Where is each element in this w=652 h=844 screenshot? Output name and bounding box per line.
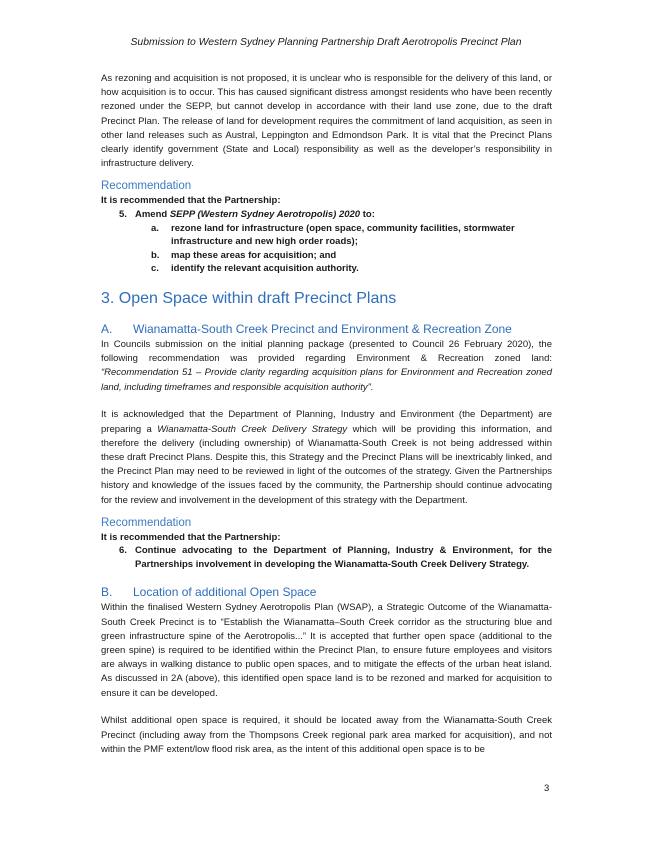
recommendation-item-6: 6. Continue advocating to the Department of Planning, Industry & Environment, for the Partnerships involvement in developing the Wianamatta-South Creek Delivery Strategy. <box>119 545 552 571</box>
recommendation-item-5 <box>119 208 552 222</box>
recommendation-block-2 <box>101 516 552 573</box>
recommendation-intro: It is recommended that the Partnership: <box>101 195 281 207</box>
section-b-heading: B. Location of additional Open Space <box>101 585 317 600</box>
sub-item: c. identify the relevant acquisition authority. <box>151 263 359 275</box>
section-b-paragraph-1: Within the finalised Western Sydney Aerotropolis Plan (WSAP), a Strategic Outcome of the Wianamatta-South Creek Precinct is to “Establish the Wianamatta–South Creek corridor as the structuring blue and green infrastructure spine of the Aerotropolis...” It is accepted that further open space (additional to the green spine) is required to be identified within the Precinct Plan, to ensure future employees and visitors are always in walking distance to public open spaces, and to mitigate the effects of the urban heat island. As discussed in 2A (above), this identified open space land is to be rezoned and marked for acquisition to ensure it can be developed. <box>101 602 552 699</box>
recommendation-block-1 <box>101 179 552 276</box>
section-3-heading: 3. Open Space within draft Precinct Plans <box>101 289 397 307</box>
sub-item: a. rezone land for infrastructure (open space, community facilities, stormwater infrastructure and new high order roads); <box>151 222 515 248</box>
intro-paragraph: As rezoning and acquisition is not proposed, it is unclear who is responsible for the delivery of this land, or how acquisition is to occur. This has caused significant distress amongst residents who have been recently rezoned under the SEPP, but cannot develop in accordance with their land use zone, due to the draft Precinct Plan. The release of land for development requires the commitment of land acquisition, as seen in other land releases such as Austral, Leppington and Edmondson Park. It is vital that the Precinct Plans clearly identify government (State and Local) responsibility as well as the developer’s responsibility in infrastructure delivery. <box>101 73 552 170</box>
recommendation-heading: Recommendation <box>101 180 192 193</box>
sub-item: b. map these areas for acquisition; and <box>151 249 337 261</box>
running-header: Submission to Western Sydney Planning Partnership Draft Aerotropolis Precinct Plan <box>130 37 522 48</box>
section-a-paragraph-2: It is acknowledged that the Department of Planning, Industry and Environment (the Department) are preparing a Wianamatta-South Creek Delivery Strategy which will be providing this information, and therefore the delivery (including ownership) of Wianamatta-South Creek is not being addressed within these draft Precinct Plans. Despite this, this Strategy and the Precinct Plans will be inextricably linked, and the Precinct Plan may need to be reviewed in light of the outcomes of the strategy. Given the Partnerships history and knowledge of the issues faced by the community, the Partnership should continue advocating for the review and involvement in the development of this strategy with the Department. <box>101 409 553 506</box>
recommendation-heading: Recommendation <box>101 516 192 529</box>
item-number: 5. <box>119 209 127 221</box>
page-content <box>101 72 552 757</box>
page-number: 3 <box>544 783 550 794</box>
section-a-heading: A. Wianamatta-South Creek Precinct and Environment & Recreation Zone <box>101 321 512 336</box>
item-text: Amend SEPP (Western Sydney Aerotropolis) 2020 to: <box>135 209 375 221</box>
section-b-paragraph-2: Whilst additional open space is required, it should be located away from the Wianamatta-South Creek Precinct (including away from the Thompsons Creek regional park area marked for acquisition), and not within the PMF extent/low flood risk area, as the intent of this additional open space is to be <box>101 715 552 755</box>
section-a-paragraph-1: In Councils submission on the initial planning package (presented to Council 26 February 2020), the following recommendation was provided regarding Environment & Recreation zoned land: “Recommendation 51 – Provide clarity regarding acquisition plans for Environment and Recreation zoned land, including timeframes and responsible acquisition authority”. <box>101 338 552 393</box>
recommendation-intro: It is recommended that the Partnership: <box>101 531 281 543</box>
